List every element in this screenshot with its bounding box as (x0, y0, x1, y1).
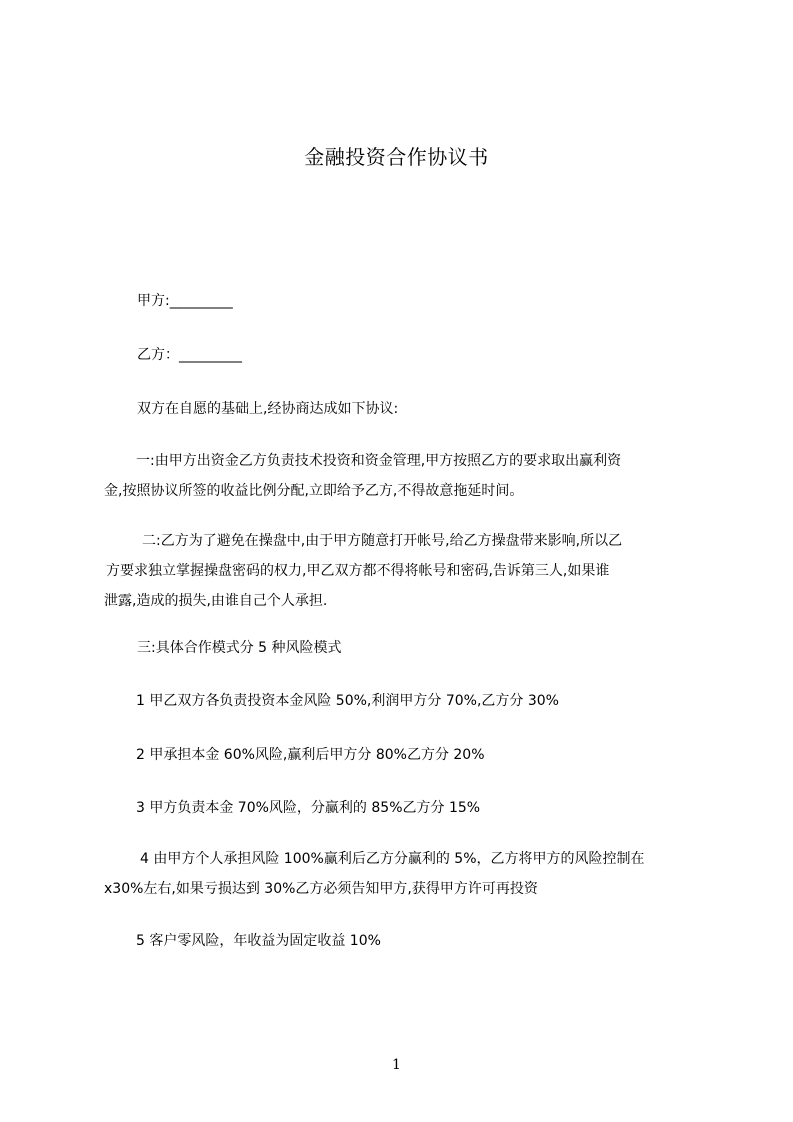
party-a-line: 甲方:_________ (137, 293, 233, 309)
clause-1-line: 一:由甲方出资金乙方负责技术投资和资金管理,甲方按照乙方的要求取出赢利资 (136, 453, 622, 469)
clause-2-line: 泄露,造成的损失,由谁自己个人承担. (104, 593, 328, 609)
risk-mode-5: 5 客户零风险，年收益为固定收益 10% (136, 933, 381, 949)
risk-mode-1: 1 甲乙双方各负责投资本金风险 50%,利润甲方分 70%,乙方分 30% (136, 693, 559, 709)
risk-mode-3: 3 甲方负责本金 70%风险，分赢利的 85%乙方分 15% (136, 800, 481, 816)
page-number: 1 (392, 1057, 401, 1073)
clause-2 (104, 526, 704, 616)
clause-3-heading: 三:具体合作模式分 5 种风险模式 (137, 640, 342, 656)
party-b-line: 乙方：_________ (137, 347, 242, 363)
risk-mode-4-line: x30%左右,如果亏损达到 30%乙方必须告知甲方,获得甲方许可再投资 (104, 881, 538, 897)
clause-1-line: 金,按照协议所签的收益比例分配,立即给予乙方,不得故意拖延时间。 (104, 483, 524, 499)
risk-mode-4-line: 4 由甲方个人承担风险 100%赢利后乙方分赢利的 5%，乙方将甲方的风险控制在 (140, 851, 645, 867)
clause-2-line: 二:乙方为了避免在操盘中,由于甲方随意打开帐号,给乙方操盘带来影响,所以乙 (142, 533, 623, 549)
clause-2-line: 方要求独立掌握操盘密码的权力,甲乙双方都不得将帐号和密码,告诉第三人,如果谁 (106, 563, 610, 579)
risk-mode-4 (104, 844, 704, 904)
clause-1 (104, 446, 704, 506)
intro-text: 双方在自愿的基础上,经协商达成如下协议: (137, 401, 399, 417)
risk-mode-2: 2 甲承担本金 60%风险,赢利后甲方分 80%乙方分 20% (136, 747, 485, 763)
document-title: 金融投资合作协议书 (304, 145, 489, 169)
